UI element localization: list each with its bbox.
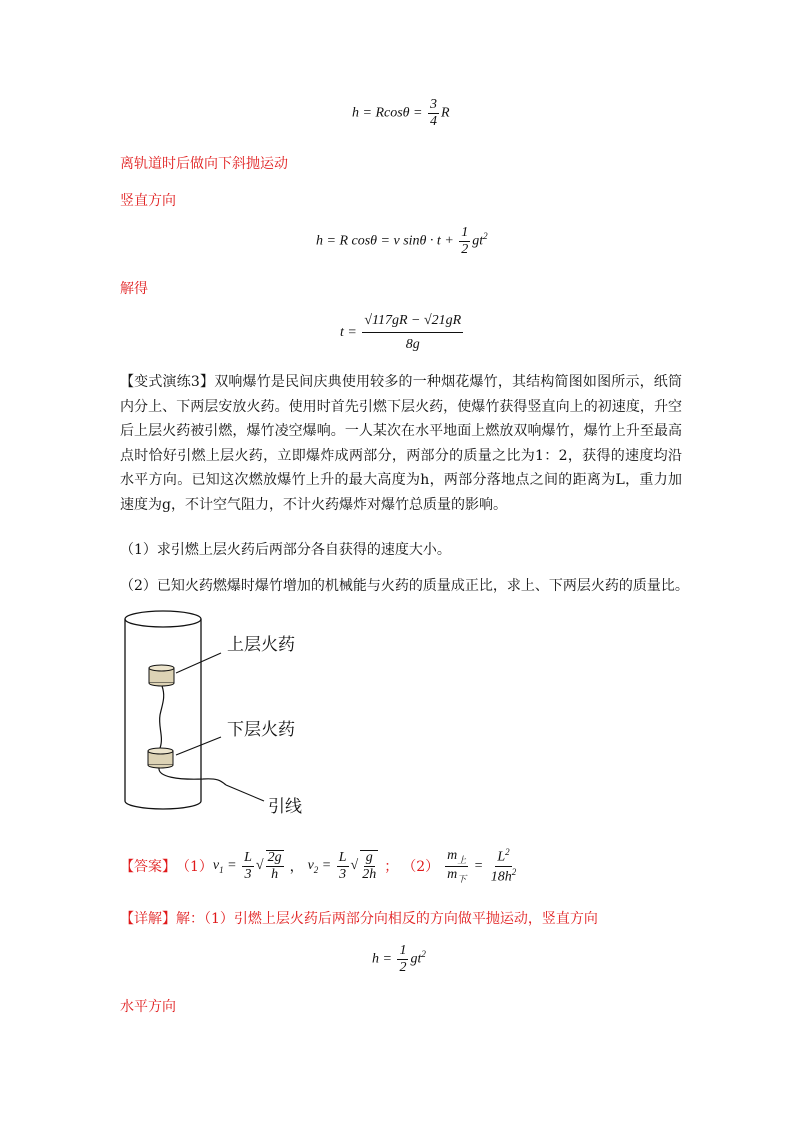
question-2: （2）已知火药燃爆时爆竹增加的机械能与火药的质量成正比，求上、下两层火药的质量比。 xyxy=(120,578,689,594)
tube-bottom xyxy=(125,801,201,809)
text-vertical-direction: 竖直方向 xyxy=(120,193,176,209)
fraction: $\frac{1}{2}$ xyxy=(461,225,469,257)
equation-time-result: t = $\frac{√117gR - √21gR}{8g}$ xyxy=(340,313,462,352)
text-solve: 解得 xyxy=(120,281,148,297)
answer-tag: 【答案】 xyxy=(120,859,176,876)
question-1: （1）求引燃上层火药后两部分各自获得的速度大小。 xyxy=(120,542,451,558)
fuse-inner xyxy=(160,686,164,748)
text-horizontal-direction: 水平方向 xyxy=(120,999,176,1015)
upper-charge xyxy=(149,665,174,686)
fraction: $\frac{√117gR - √21gR}{8g}$ xyxy=(364,313,462,352)
problem-tag: 【变式演练3】 xyxy=(120,374,215,390)
answer-v1: $v_1$ = $\frac{L}{3}$ √ $\frac{2g}{h}$ xyxy=(212,849,282,883)
problem-text: 双响爆竹是民间庆典使用较多的一种烟花爆竹，其结构简图如图所示，纸筒内分上、下两层安放火药。使用时首先引燃下层火药，使爆竹获得竖直向上的初速度，升空后上层火药被引燃，爆竹凌空爆响。一人某次在水平地面上燃放双响爆竹，爆竹上升至最高点时恰好引燃上层火药，立即爆炸成两部分，两部分的质量之比为1：2，获得的速度均沿水平方向。已知这次燃放爆竹上升的最大高度为h，两部分落地点之间的距离为L，重力加速度为g，不计空气阻力，不计火药爆炸对爆竹总质量的影响。 xyxy=(120,374,682,513)
equation-height: h = Rcosθ = $\frac{3}{4}$ R xyxy=(352,97,450,129)
fuse-outer xyxy=(159,768,226,785)
answer-line: 【答案】 （1） $v_1$ = $\frac{L}{3}$ √ $\frac{2g}{h}$ ， $v_2$ = $\frac{L}{3}$ √ $\frac{g}{2h}$ ； （2） $\frac{m_上}{m_下}$ = $\frac{L^2}{18h^2}$ xyxy=(120,848,520,884)
label-lower-charge: 下层火药 xyxy=(227,720,295,740)
answer-v2: $v_2$ = $\frac{L}{3}$ √ $\frac{g}{2h}$ xyxy=(307,849,377,883)
text-leave-track: 离轨道时后做向下斜抛运动 xyxy=(120,156,288,172)
detail-tag: 【详解】 xyxy=(120,911,176,927)
lower-charge xyxy=(148,748,173,768)
leader-upper xyxy=(176,653,221,673)
detail-line: 【详解】解：（1）引燃上层火药后两部分向相反的方向做平抛运动，竖直方向 xyxy=(120,911,598,927)
label-fuse: 引线 xyxy=(268,797,302,817)
leader-lower xyxy=(176,737,221,755)
tube-top xyxy=(125,611,201,627)
fraction: $\frac{3}{4}$ xyxy=(430,97,437,129)
leader-fuse xyxy=(226,785,264,801)
equation-free-fall: h = $\frac{1}{2}$ $gt^2$ xyxy=(372,943,426,975)
equation-vertical-motion: h = R cosθ = v sinθ · t + $\frac{1}{2}$ $gt^2$ xyxy=(316,225,488,257)
label-upper-charge: 上层火药 xyxy=(227,635,295,655)
answer-mass-ratio: $\frac{m_上}{m_下}$ = $\frac{L^2}{18h^2}$ xyxy=(447,847,517,885)
problem-statement xyxy=(120,370,682,517)
